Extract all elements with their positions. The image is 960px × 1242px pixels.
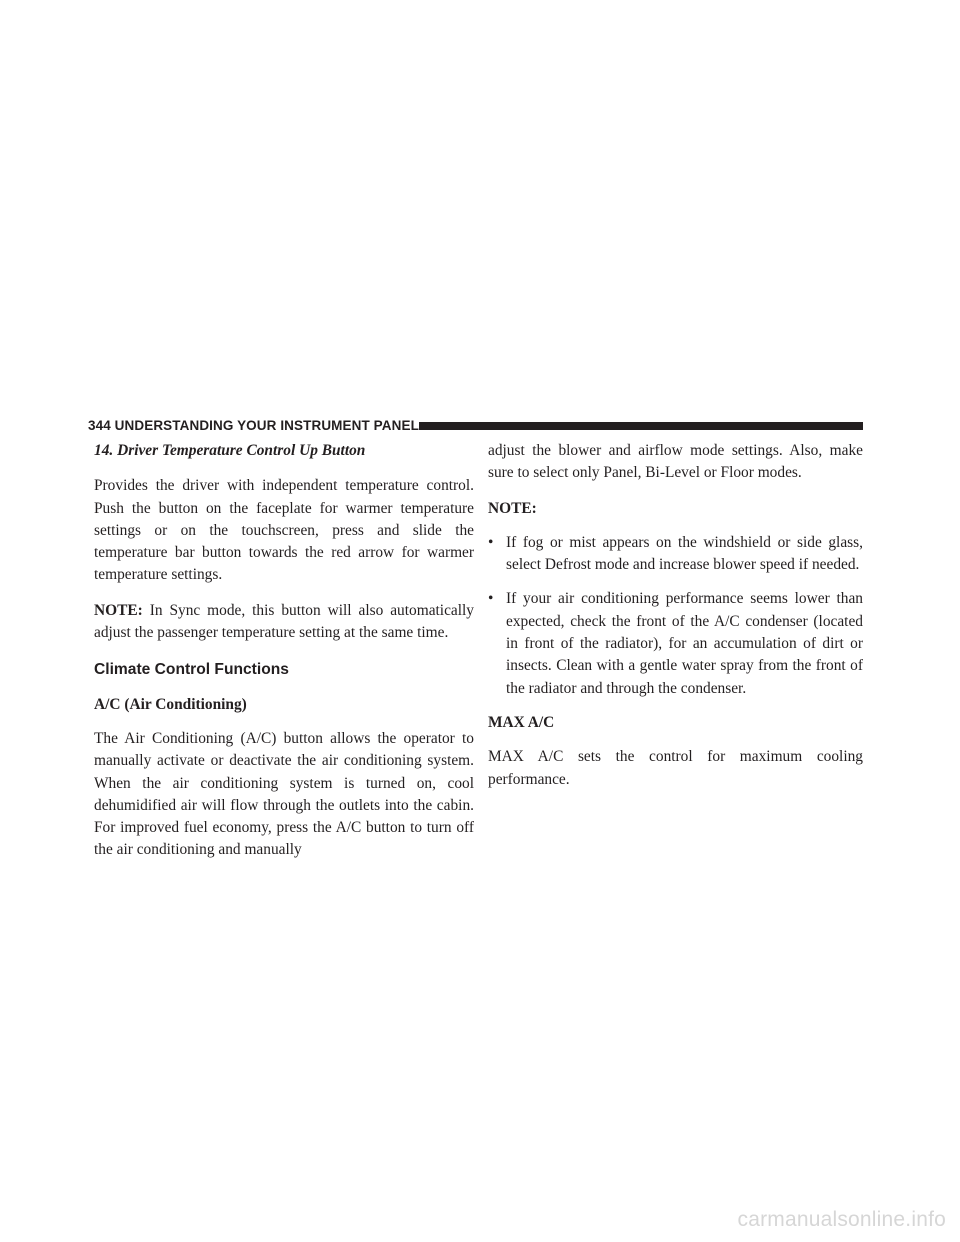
page-header (0, 417, 863, 437)
watermark: carmanualsonline.info (737, 1208, 946, 1231)
note-bullet-list (488, 532, 863, 700)
header-rule (419, 422, 863, 430)
max-ac-paragraph: MAX A/C sets the control for maximum cooling performance. (488, 748, 863, 788)
bullet-icon: • (488, 533, 494, 551)
list-item-text: If your air conditioning performance seems lower than expected, check the front of the A/C condenser (located in front of the radiator), for an accumulation of dirt or insects. Clean with a gentle water spray from the front of the radiator and through the condenser. (506, 590, 863, 697)
list-item-text: If fog or mist appears on the windshield or side glass, select Defrost mode and increase blower speed if needed. (506, 533, 863, 574)
driver-temp-up-subheading: 14. Driver Temperature Control Up Button (94, 442, 366, 459)
note-text: In Sync mode, this button will also automatically adjust the passenger temperature setting at the same time. (94, 601, 474, 642)
list-item (488, 532, 863, 577)
ac-heading: A/C (Air Conditioning) (94, 695, 247, 713)
continued-paragraph: adjust the blower and airflow mode settings. Also, make sure to select only Panel, Bi-Level or Floor modes. (488, 442, 863, 482)
right-column (488, 440, 863, 804)
left-column (94, 440, 474, 875)
page-number-and-section: 344 UNDERSTANDING YOUR INSTRUMENT PANEL (88, 418, 419, 433)
note-heading: NOTE: (488, 499, 537, 517)
driver-temp-paragraph: Provides the driver with independent temperature control. Push the button on the faceplate for warmer temperature settings or on the touchscreen, press and slide the temperature bar button towards the red arrow for warmer temperature settings. (94, 477, 474, 584)
max-ac-heading: MAX A/C (488, 713, 555, 731)
list-item (488, 588, 863, 699)
ac-paragraph: The Air Conditioning (A/C) button allows the operator to manually activate or deactivate the air conditioning system. When the air conditioning system is turned on, cool dehumidified air will flow through the outlets into the cabin. For improved fuel economy, press the A/C button to turn off the air conditioning and manually (94, 729, 474, 859)
note-label: NOTE: (94, 601, 143, 619)
sync-note-paragraph (94, 600, 474, 645)
climate-control-functions-heading: Climate Control Functions (94, 661, 289, 679)
bullet-icon: • (488, 590, 494, 608)
